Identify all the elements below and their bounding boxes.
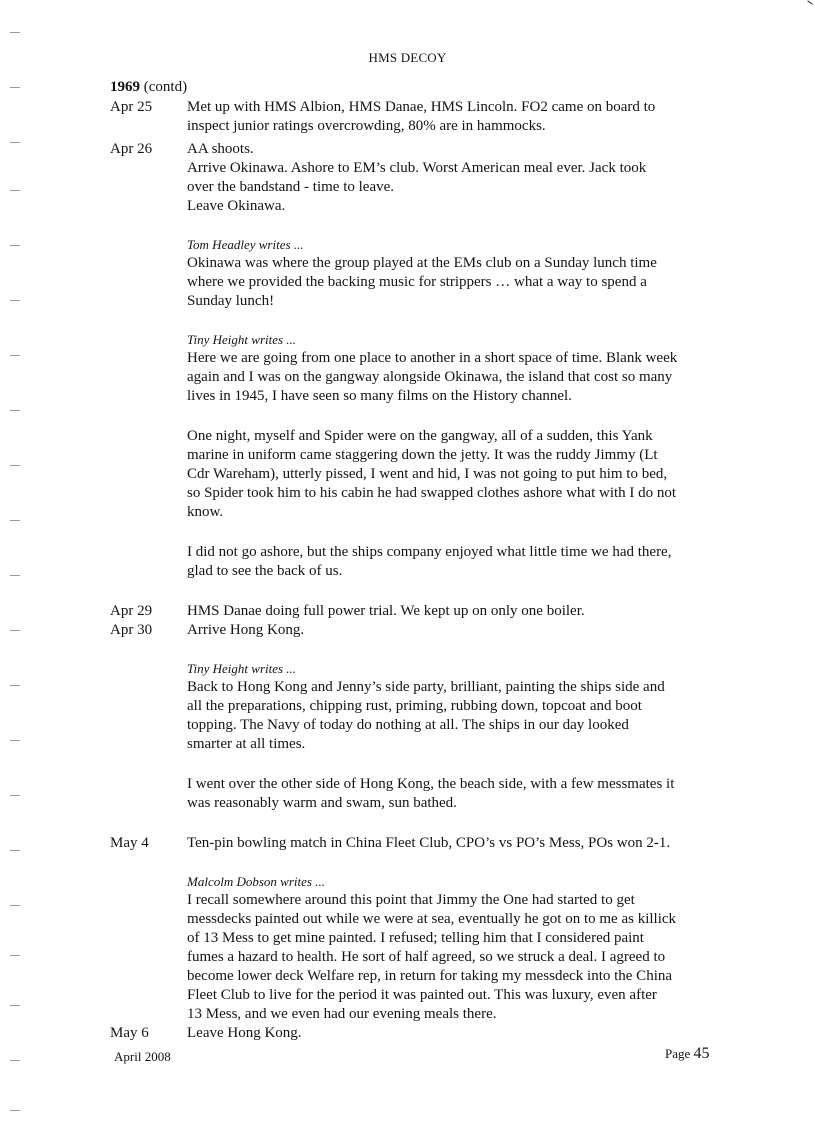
text-line: Fleet Club to live for the period it was painted out. This was luxury, even after xyxy=(187,987,657,1003)
entry-date: Apr 30 xyxy=(110,622,153,638)
text-line: glad to see the back of us. xyxy=(187,563,343,579)
text-line: One night, myself and Spider were on the gangway, all of a sudden, this Yank xyxy=(187,428,653,444)
text-line: Arrive Okinawa. Ashore to EM’s club. Worst American meal ever. Jack took xyxy=(187,160,647,176)
entry-date: May 4 xyxy=(110,835,149,851)
page-label: Page xyxy=(665,1046,694,1061)
text-line: Leave Hong Kong. xyxy=(187,1025,302,1041)
text-line: fumes a hazard to health. He sort of half agreed, so we struck a deal. I agreed to xyxy=(187,949,666,965)
page-number-value: 45 xyxy=(693,1045,710,1062)
text-line: Cdr Wareham), utterly pissed, I went and hid, I was not going to put him to bed, xyxy=(187,466,668,482)
page-header: HMS DECOY xyxy=(368,50,447,65)
text-line: lives in 1945, I have seen so many films on the History channel. xyxy=(187,388,572,404)
quote-author: Tom Headley writes ... xyxy=(187,237,304,252)
text-line: over the bandstand - time to leave. xyxy=(187,179,395,195)
text-line: Here we are going from one place to another in a short space of time. Blank week xyxy=(187,350,678,366)
year-suffix: (contd) xyxy=(140,79,188,95)
quote-author: Tiny Height writes ... xyxy=(187,332,297,347)
text-line: where we provided the backing music for strippers … what a way to spend a xyxy=(187,274,647,290)
text-line: know. xyxy=(187,504,224,520)
text-line: Arrive Hong Kong. xyxy=(187,622,305,638)
scan-mark xyxy=(807,0,812,4)
text-line: Sunday lunch! xyxy=(187,293,275,309)
quote-author: Tiny Height writes ... xyxy=(187,661,297,676)
footer-date: April 2008 xyxy=(114,1049,171,1064)
text-line: HMS Danae doing full power trial. We kept up on only one boiler. xyxy=(187,603,585,619)
text-line: inspect junior ratings overcrowding, 80% are in hammocks. xyxy=(187,118,546,134)
text-line: Leave Okinawa. xyxy=(187,198,286,214)
text-line: Back to Hong Kong and Jenny’s side party, brilliant, painting the ships side and xyxy=(187,679,665,695)
text-line: I recall somewhere around this point that Jimmy the One had started to get xyxy=(187,892,635,908)
quote-height-1 xyxy=(110,330,730,581)
text-line: was reasonably warm and swam, sun bathed. xyxy=(187,795,457,811)
text-line: of 13 Mess to get mine painted. I refused; telling him that I considered paint xyxy=(187,930,644,946)
quote-author: Malcolm Dobson writes ... xyxy=(187,874,325,889)
entry-may6 xyxy=(110,1024,730,1043)
quote-height-2 xyxy=(110,659,730,813)
margin-ticks xyxy=(10,0,22,1122)
text-line: all the preparations, chipping rust, priming, rubbing down, topcoat and boot xyxy=(187,698,642,714)
text-line: Met up with HMS Albion, HMS Danae, HMS Lincoln. FO2 came on board to xyxy=(187,99,656,115)
text-line: so Spider took him to his cabin he had swapped clothes ashore what with I do not xyxy=(187,485,677,501)
entry-apr25 xyxy=(110,98,730,136)
entry-date: Apr 25 xyxy=(110,99,153,115)
page-number xyxy=(665,1045,710,1063)
year: 1969 xyxy=(110,79,140,95)
text-line: AA shoots. xyxy=(187,141,254,157)
entry-may4 xyxy=(110,834,730,853)
page-content xyxy=(110,78,730,1043)
entry-date: Apr 29 xyxy=(110,603,153,619)
entry-apr29 xyxy=(110,602,730,621)
text-line: 13 Mess, and we even had our evening meals there. xyxy=(187,1006,497,1022)
text-line: become lower deck Welfare rep, in return for taking my messdeck into the China xyxy=(187,968,673,984)
text-line: smarter at all times. xyxy=(187,736,306,752)
entry-text xyxy=(187,140,730,216)
text-line: marine in uniform came staggering down the jetty. It was the ruddy Jimmy (Lt xyxy=(187,447,658,463)
entry-apr30 xyxy=(110,621,730,640)
quote-dobson xyxy=(110,872,730,1024)
entry-date: Apr 26 xyxy=(110,141,153,157)
text-line: again and I was on the gangway alongside Okinawa, the island that cost so many xyxy=(187,369,673,385)
entry-apr26 xyxy=(110,140,730,216)
text-line: Ten-pin bowling match in China Fleet Club, CPO’s vs PO’s Mess, POs won 2-1. xyxy=(187,835,671,851)
year-heading xyxy=(110,78,730,97)
text-line: messdecks painted out while we were at sea, eventually he got on to me as killick xyxy=(187,911,677,927)
text-line: I did not go ashore, but the ships company enjoyed what little time we had there, xyxy=(187,544,672,560)
text-line: topping. The Navy of today do nothing at all. The ships in our day looked xyxy=(187,717,629,733)
text-line: Okinawa was where the group played at the EMs club on a Sunday lunch time xyxy=(187,255,657,271)
entry-date: May 6 xyxy=(110,1025,149,1041)
quote-headley xyxy=(110,235,730,311)
text-line: I went over the other side of Hong Kong, the beach side, with a few messmates it xyxy=(187,776,675,792)
entry-text xyxy=(187,98,730,136)
